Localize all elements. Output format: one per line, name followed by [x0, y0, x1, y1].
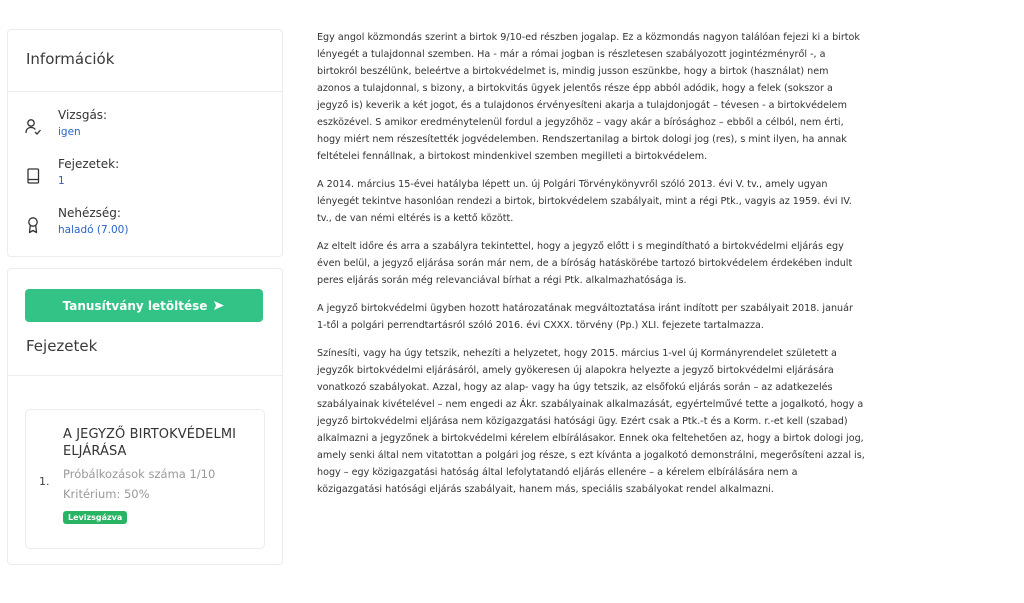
- chapter-attempts: Próbálkozások száma 1/10: [63, 467, 216, 481]
- book-icon: [25, 167, 41, 185]
- send-arrow-icon: [213, 300, 225, 311]
- chapter-criteria: Kritérium: 50%: [63, 487, 150, 501]
- chapters-title: Fejezetek: [26, 337, 98, 355]
- certificate-button-label: Tanusítvány letöltése: [62, 298, 208, 313]
- chapters-value: 1: [58, 175, 65, 187]
- info-divider: [8, 91, 282, 92]
- chapters-divider: [8, 375, 282, 376]
- chapter-content: [317, 29, 865, 509]
- chapter-number: 1.: [39, 475, 50, 488]
- info-title: Információk: [26, 50, 115, 68]
- content-paragraph: Színesíti, vagy ha úgy tetszik, nehezíti a helyzetet, hogy 2015. március 1-vel új Kormányrendelet született a jegyzők birtokvédelmi eljárásáról, amely gyökeresen új alapokra helyezte a jegyző birtokvédelmi eljárására vonatkozó szabályokat. Azzal, hogy az alap- vagy ha úgy tetszik, az elsőfokú eljárás során – az adatkezelés szabályainak kivételével – nem engedi az Ákr. szabályainak alkalmazását, egyértelművé tette a jogalkotó, hogy a jegyző birtokvédelmi eljárása nem közigazgatási hatósági ügy. Ezért csak a Ptk.-t és a Korm. r.-et kell (szabad) alkalmazni a jegyzőnek a birtokvédelmi kérelem elbírálásakor. Ennek oka feltehetően az, hogy a birtok dologi jog, amely senki által nem vitatottan a polgári jog része, s ezt kívánta a jogalkotó demonstrálni, megerősíteni azzal is, hogy – egy közigazgatási hatóság által lefolytatandó eljárás ellenére – a kérelem elbírálására nem a közigazgatási hatósági eljárás szabályait, hanem más, speciális szabályokat rendel alkalmazni.: [317, 348, 865, 495]
- difficulty-label: Nehézség:: [58, 206, 121, 220]
- exam-label: Vizsgás:: [58, 108, 108, 122]
- content-paragraph: A jegyző birtokvédelmi ügyben hozott határozatának megváltoztatása iránt indított per szabályait 2018. január 1-től a polgári perrendtartásról szóló 2016. évi CXXX. törvény (Pp.) XLI. fejezete tartalmazza.: [317, 303, 853, 331]
- status-badge: Levizsgázva: [63, 511, 127, 524]
- content-paragraph: Egy angol közmondás szerint a birtok 9/10-ed részben jogalap. Ez a közmondás nagyon találóan fejezi ki a birtok lényegét a tulajdonnal szemben. Ha - már a római jogban is részletesen szabályozott jogintézményről -, a birtokról beszélünk, beleértve a birtokvédelmet is, mindig jusson eszünkbe, hogy a birtok (használat) nem azonos a tulajdonnal, s bizony, a birtokvitás ügyek jelentős része épp abból adódik, hogy a felek (sokszor a jegyző is) keverik a két jogot, és a tulajdonos érvényesíteni akarja a tulajdonjogát – tévesen - a birtokvédelem eszközével. S amikor eredménytelenül fordul a jegyzőhöz – vagy akár a bírósághoz – ebből a célból, nem érti, hogy miért nem részesítették jogvédelemben. Rendszertanilag a birtok dologi jog (res), s mint ilyen, ha annak feltételei fennállnak, a birtokost mindenkivel szemben megilleti a birtokvédelem.: [317, 32, 860, 162]
- award-icon: [25, 216, 41, 234]
- exam-value: igen: [58, 126, 81, 138]
- info-row-difficulty: [8, 206, 282, 246]
- chapters-label: Fejezetek:: [58, 157, 120, 171]
- difficulty-value: haladó (7.00): [58, 224, 129, 236]
- chapters-card: [7, 268, 283, 565]
- content-paragraph: Az eltelt időre és arra a szabályra tekintettel, hogy a jegyző előtt i s megindítható a birtokvédelmi eljárás egy éven belül, a jegyző eljárása során már nem, de a bíróság hatáskörébe tartozó birtokvédelem érdekében indult peres eljárás során még relevanciával bírhat a régi Ptk. alkalmazhatósága is.: [317, 241, 853, 286]
- content-paragraph: A 2014. március 15-évei hatályba lépett un. új Polgári Törvénykönyvről szóló 2013. évi V. tv., amely ugyan lényegét tekintve hasonlóan rendezi a birtok, birtokvédelem szabályait, mint a régi Ptk., vagyis az 1959. évi IV. tv., de van némi eltérés is a kettő között.: [317, 179, 852, 224]
- chapter-item[interactable]: [25, 409, 265, 549]
- chapter-title[interactable]: A JEGYZŐ BIRTOKVÉDELMI ELJÁRÁSA: [63, 427, 237, 459]
- info-row-exam: [8, 108, 282, 148]
- download-certificate-button[interactable]: [25, 289, 263, 322]
- info-card: [7, 29, 283, 257]
- user-check-icon: [25, 118, 41, 136]
- info-row-chapters: [8, 157, 282, 197]
